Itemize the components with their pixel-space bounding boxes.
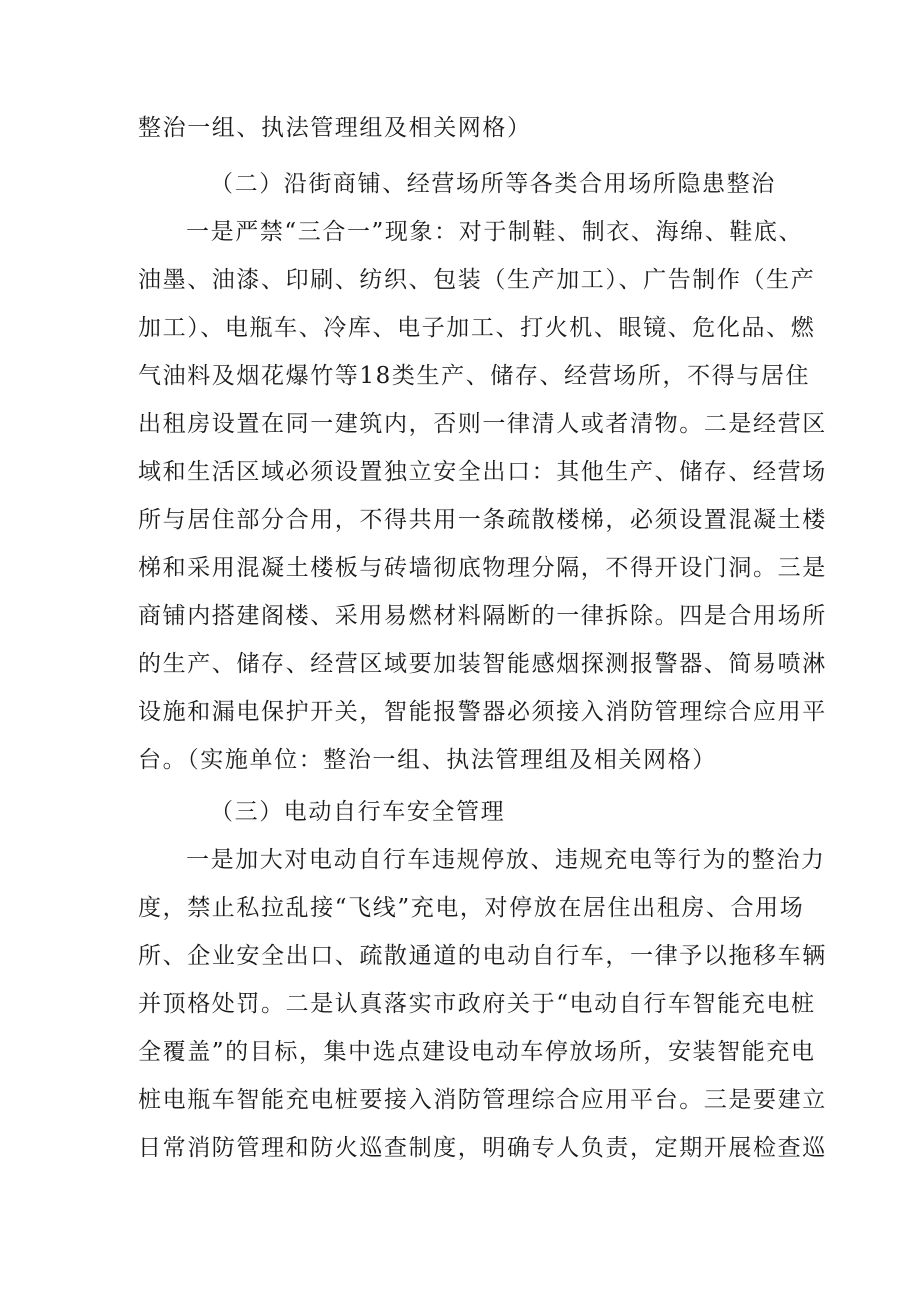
text-line: 油墨、油漆、印刷、纺织、包装（生产加工）、广告制作（生产 [138, 267, 816, 293]
text-line: 桩电瓶车智能充电桩要接入消防管理综合应用平台。三是要建立 [138, 1087, 827, 1113]
text-line: 设施和漏电保护开关，智能报警器必须接入消防管理综合应用平 [138, 699, 827, 725]
text-line: 度，禁止私拉乱接“飞线”充电，对停放在居住出租房、合用场 [138, 895, 805, 921]
text-line: 一是加大对电动自行车违规停放、违规充电等行为的整治力 [186, 847, 826, 873]
section-heading-3: （三）电动自行车安全管理 [210, 799, 506, 825]
section-heading-2: （二）沿街商铺、经营场所等各类合用场所隐患整治 [210, 171, 776, 197]
text-line: 日常消防管理和防火巡查制度，明确专人负责，定期开展检查巡 [138, 1135, 827, 1161]
text-line: 所与居住部分合用，不得共用一条疏散楼梯，必须设置混凝土楼 [138, 507, 827, 533]
text-line: 所、企业安全出口、疏散通道的电动自行车，一律予以拖移车辆 [138, 943, 827, 969]
text-line: 一是严禁“三合一”现象：对于制鞋、制衣、海绵、鞋底、 [186, 219, 804, 245]
text-line: 商铺内搭建阁楼、采用易燃材料隔断的一律拆除。四是合用场所 [138, 603, 827, 629]
text-line: 的生产、储存、经营区域要加装智能感烟探测报警器、简易喷淋 [138, 651, 827, 677]
text-line: 梯和采用混凝土楼板与砖墙彻底物理分隔，不得开设门洞。三是 [138, 555, 827, 581]
text-line: 台。（实施单位：整治一组、执法管理组及相关网格） [138, 747, 717, 773]
text-line: 出租房设置在同一建筑内，否则一律清人或者清物。二是经营区 [138, 411, 827, 437]
text-line: 加工）、电瓶车、冷库、电子加工、打火机、眼镜、危化品、燃 [138, 315, 816, 341]
text-line: 域和生活区域必须设置独立安全出口：其他生产、储存、经营场 [138, 459, 827, 485]
text-line: 气油料及烟花爆竹等18类生产、储存、经营场所，不得与居住 [138, 363, 811, 389]
text-line: 整治一组、执法管理组及相关网格） [138, 115, 532, 141]
text-line: 并顶格处罚。二是认真落实市政府关于“电动自行车智能充电桩 [138, 991, 816, 1017]
text-line: 全覆盖”的目标，集中选点建设电动车停放场所，安装智能充电 [138, 1039, 816, 1065]
